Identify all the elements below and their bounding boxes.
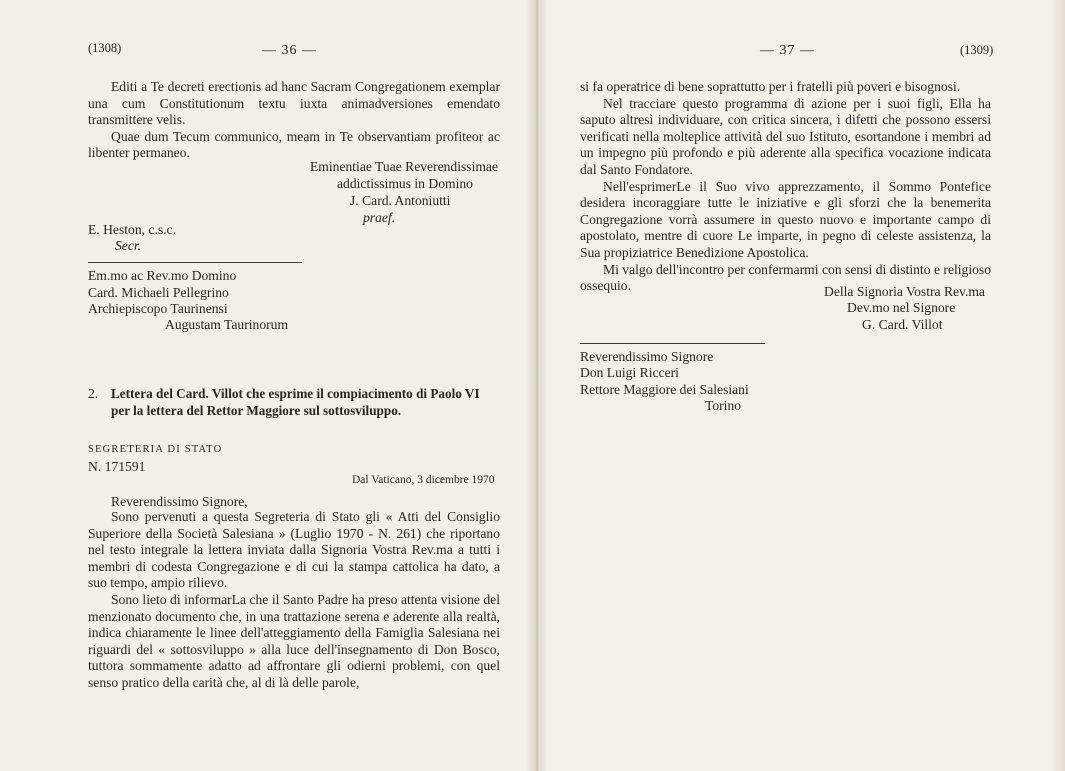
secretary-title: Secr. <box>115 238 142 253</box>
addressee-line: Card. Michaeli Pellegrino <box>88 285 229 300</box>
paragraph: Sono lieto di informarLa che il Santo Padre ha preso attenta visione del menzionato documento che, in una trattazione serena e aderente alla realtà, indica chiaramente le linee dell'atteggiamento della Famiglia Salesiana nei riguardi del « sottosviluppo » alla luce dell'insegnamento di Don Bosco, tuttora sommamente adatto ad affrontare gli odierni problemi, con quel senso pratico della carità che, al di là delle parole, <box>88 591 500 690</box>
page-edge-shadow <box>1051 0 1065 771</box>
book-gutter <box>526 0 548 771</box>
paragraph: Mi valgo dell'incontro per confermarmi con sensi di distinto e religioso ossequio. <box>580 261 991 294</box>
section-title: per la lettera del Rettor Maggiore sul sottosviluppo. <box>111 403 402 418</box>
addressee-line: Em.mo ac Rev.mo Domino <box>88 268 237 283</box>
right-marginal-number: (1309) <box>960 43 994 57</box>
addressee-line: Reverendissimo Signore <box>580 349 714 364</box>
addressee-line: Rettore Maggiore dei Salesiani <box>580 382 749 397</box>
left-page-number: — 36 — <box>262 43 317 58</box>
salutation: Reverendissimo Signore, <box>111 494 248 509</box>
protocol-number: N. 171591 <box>88 459 146 474</box>
secretary-name: E. Heston, c.s.c. <box>88 222 176 237</box>
addressee-line: Torino <box>705 398 742 413</box>
signature-name: J. Card. Antoniutti <box>350 193 451 208</box>
left-intro-text <box>88 79 500 162</box>
paragraph: Nel tracciare questo programma di azione per i suoi figli, Ella ha saputo altresì individuare, con critica sincera, i difetti che possono essersi verificati nella molteplice attività del suo Istituto, esortandone i membri ad un impegno più profondo e più aderente alla specifica vocazione indicata dal Santo Fondatore. <box>580 95 991 177</box>
signature-title: praef. <box>363 210 396 225</box>
paragraph: Quae dum Tecum communico, meam in Te observantiam profiteor ac libenter permaneo. <box>88 128 500 161</box>
paragraph: si fa operatrice di bene soprattutto per i fratelli più poveri e bisognosi. <box>580 79 961 94</box>
paragraph: Editi a Te decreti erectionis ad hanc Sacram Congregationem exemplar una cum Constitutionum textu iuxta animadversiones emendato transmittere velis. <box>88 79 500 128</box>
closing-line: addictissimus in Domino <box>337 176 473 191</box>
closing-line: Della Signoria Vostra Rev.ma <box>824 284 985 299</box>
closing-line: Dev.mo nel Signore <box>847 300 956 315</box>
dateline: Dal Vaticano, 3 dicembre 1970 <box>352 474 495 486</box>
paragraph: Nell'esprimerLe il Suo vivo apprezzamento, il Sommo Pontefice desidera incoraggiare tutte le iniziative e gli sforzi che la benemerita Congregazione vorrà assumere in questo nuovo e importante campo di apostolato, mentre di cuore Le imparte, in pegno di celeste assistenza, la Sua propiziatrice Benedizione Apostolica. <box>580 178 991 260</box>
addressee-line: Augustam Taurinorum <box>165 317 289 332</box>
paragraph: Sono pervenuti a questa Segreteria di Stato gli « Atti del Consiglio Superiore della Società Salesiana » (Luglio 1970 - N. 261) che riportano nel testo integrale la lettera inviata dalla Signoria Vostra Rev.ma a tutti i membri di codesta Congregazione e di cui la stampa cattolica ha dato, a suo tempo, ampio rilievo. <box>88 509 500 591</box>
right-letter-body <box>580 79 991 295</box>
addressee-line: Don Luigi Ricceri <box>580 365 679 380</box>
left-marginal-number: (1308) <box>88 41 122 55</box>
section-number: 2. <box>88 386 99 401</box>
section-title: Lettera del Card. Villot che esprime il compiacimento di Paolo VI <box>111 386 480 401</box>
closing-line: Eminentiae Tuae Reverendissimae <box>310 159 499 174</box>
right-page <box>536 0 1065 771</box>
right-page-number: — 37 — <box>760 43 815 58</box>
office-heading: SEGRETERIA DI STATO <box>88 444 223 455</box>
divider-rule <box>580 343 765 344</box>
left-letter-body <box>88 509 500 692</box>
addressee-line: Archiepiscopo Taurinensi <box>88 301 228 316</box>
signature-name: G. Card. Villot <box>862 317 943 332</box>
divider-rule <box>88 262 302 263</box>
